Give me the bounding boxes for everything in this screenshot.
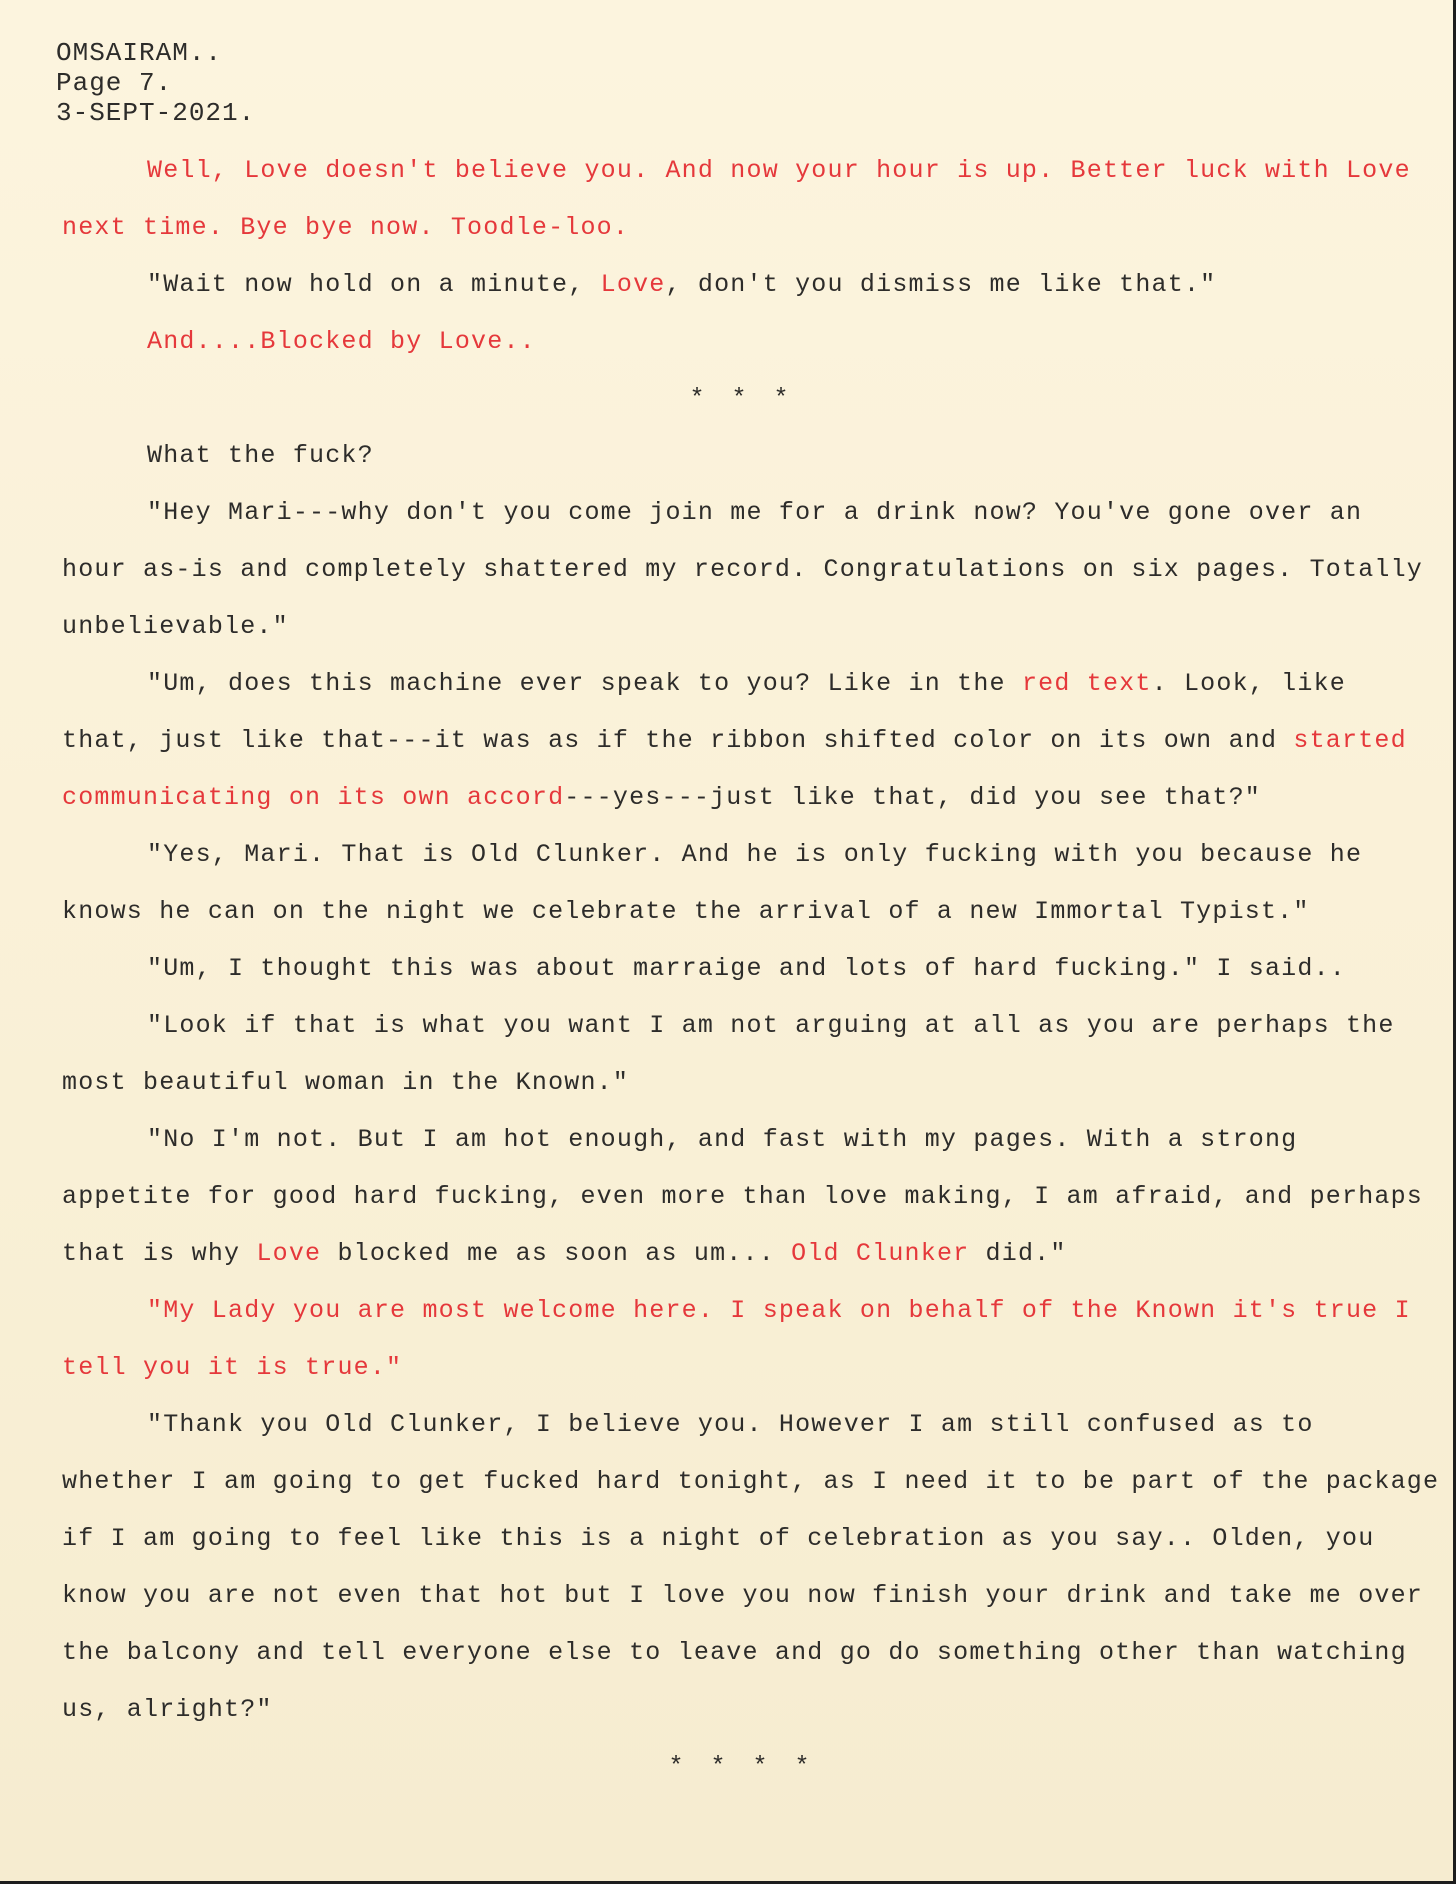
text-segment: ---yes---just like that, did you see that?"	[564, 783, 1261, 812]
paragraph-wait	[62, 256, 1442, 313]
section-separator: * * * *	[668, 1752, 816, 1781]
paragraph-marraige: "Um, I thought this was about marraige and lots of hard fucking." I said..	[147, 954, 1346, 983]
text-segment: "Um, does this machine ever speak to you? Like in the	[147, 669, 1022, 698]
paragraph-thank-you: "Thank you Old Clunker, I believe you. However I am still confused as to whether I am going to get fucked hard tonight, as I need it to be part of the package if I am going to feel like this is a night of celebration as you say.. Olden, you know you are not even that hot but I love you now finish your drink and take me over the balcony and tell everyone else to leave and go do something other than watching us, alright?"	[62, 1410, 1440, 1724]
text-segment: "Wait now hold on a minute,	[147, 270, 601, 299]
red-text-segment: started communicating on its own accord	[62, 726, 1407, 812]
paragraph-machine-speak	[62, 655, 1442, 826]
page-body	[62, 142, 1442, 1795]
text-segment: . Look, like that, just like that---it was as if the ribbon shifted color on its own and	[62, 669, 1346, 755]
paragraph-love-reply: Well, Love doesn't believe you. And now your hour is up. Better luck with Love next time. Bye bye now. Toodle-loo.	[62, 156, 1411, 242]
paragraph-my-lady: "My Lady you are most welcome here. I speak on behalf of the Known it's true I tell you it is true."	[62, 1296, 1411, 1382]
red-text-segment: Old Clunker	[791, 1239, 970, 1268]
paragraph-blocked: And....Blocked by Love..	[147, 327, 536, 356]
section-separator: * * *	[689, 384, 795, 413]
paragraph-look: "Look if that is what you want I am not arguing at all as you are perhaps the most beautiful woman in the Known."	[62, 1011, 1395, 1097]
header-title: OMSAIRAM..	[56, 38, 223, 68]
header-page-number: Page 7.	[56, 68, 173, 98]
page-header	[56, 38, 255, 128]
paragraph-hey-mari: "Hey Mari---why don't you come join me for a drink now? You've gone over an hour as-is and completely shattered my record. Congratulations on six pages. Totally unbelievable."	[62, 498, 1424, 641]
text-segment: did."	[969, 1239, 1067, 1268]
paragraph-what: What the fuck?	[147, 441, 374, 470]
red-text-segment: Love	[600, 270, 666, 299]
red-text-segment: Love	[256, 1239, 322, 1268]
paragraph-old-clunker: "Yes, Mari. That is Old Clunker. And he is only fucking with you because he knows he can on the night we celebrate the arrival of a new Immortal Typist."	[62, 840, 1363, 926]
red-text-segment: red text	[1021, 669, 1152, 698]
paragraph-no-im-not	[62, 1111, 1442, 1282]
text-segment: "No I'm not. But I am hot enough, and fast with my pages. With a strong appetite for good hard fucking, even more than love making, I am afraid, and perhaps that is why	[62, 1125, 1424, 1268]
header-date: 3-SEPT-2021.	[56, 98, 256, 128]
text-segment: blocked me as soon as um...	[321, 1239, 792, 1268]
text-segment: , don't you dismiss me like that."	[665, 270, 1217, 299]
